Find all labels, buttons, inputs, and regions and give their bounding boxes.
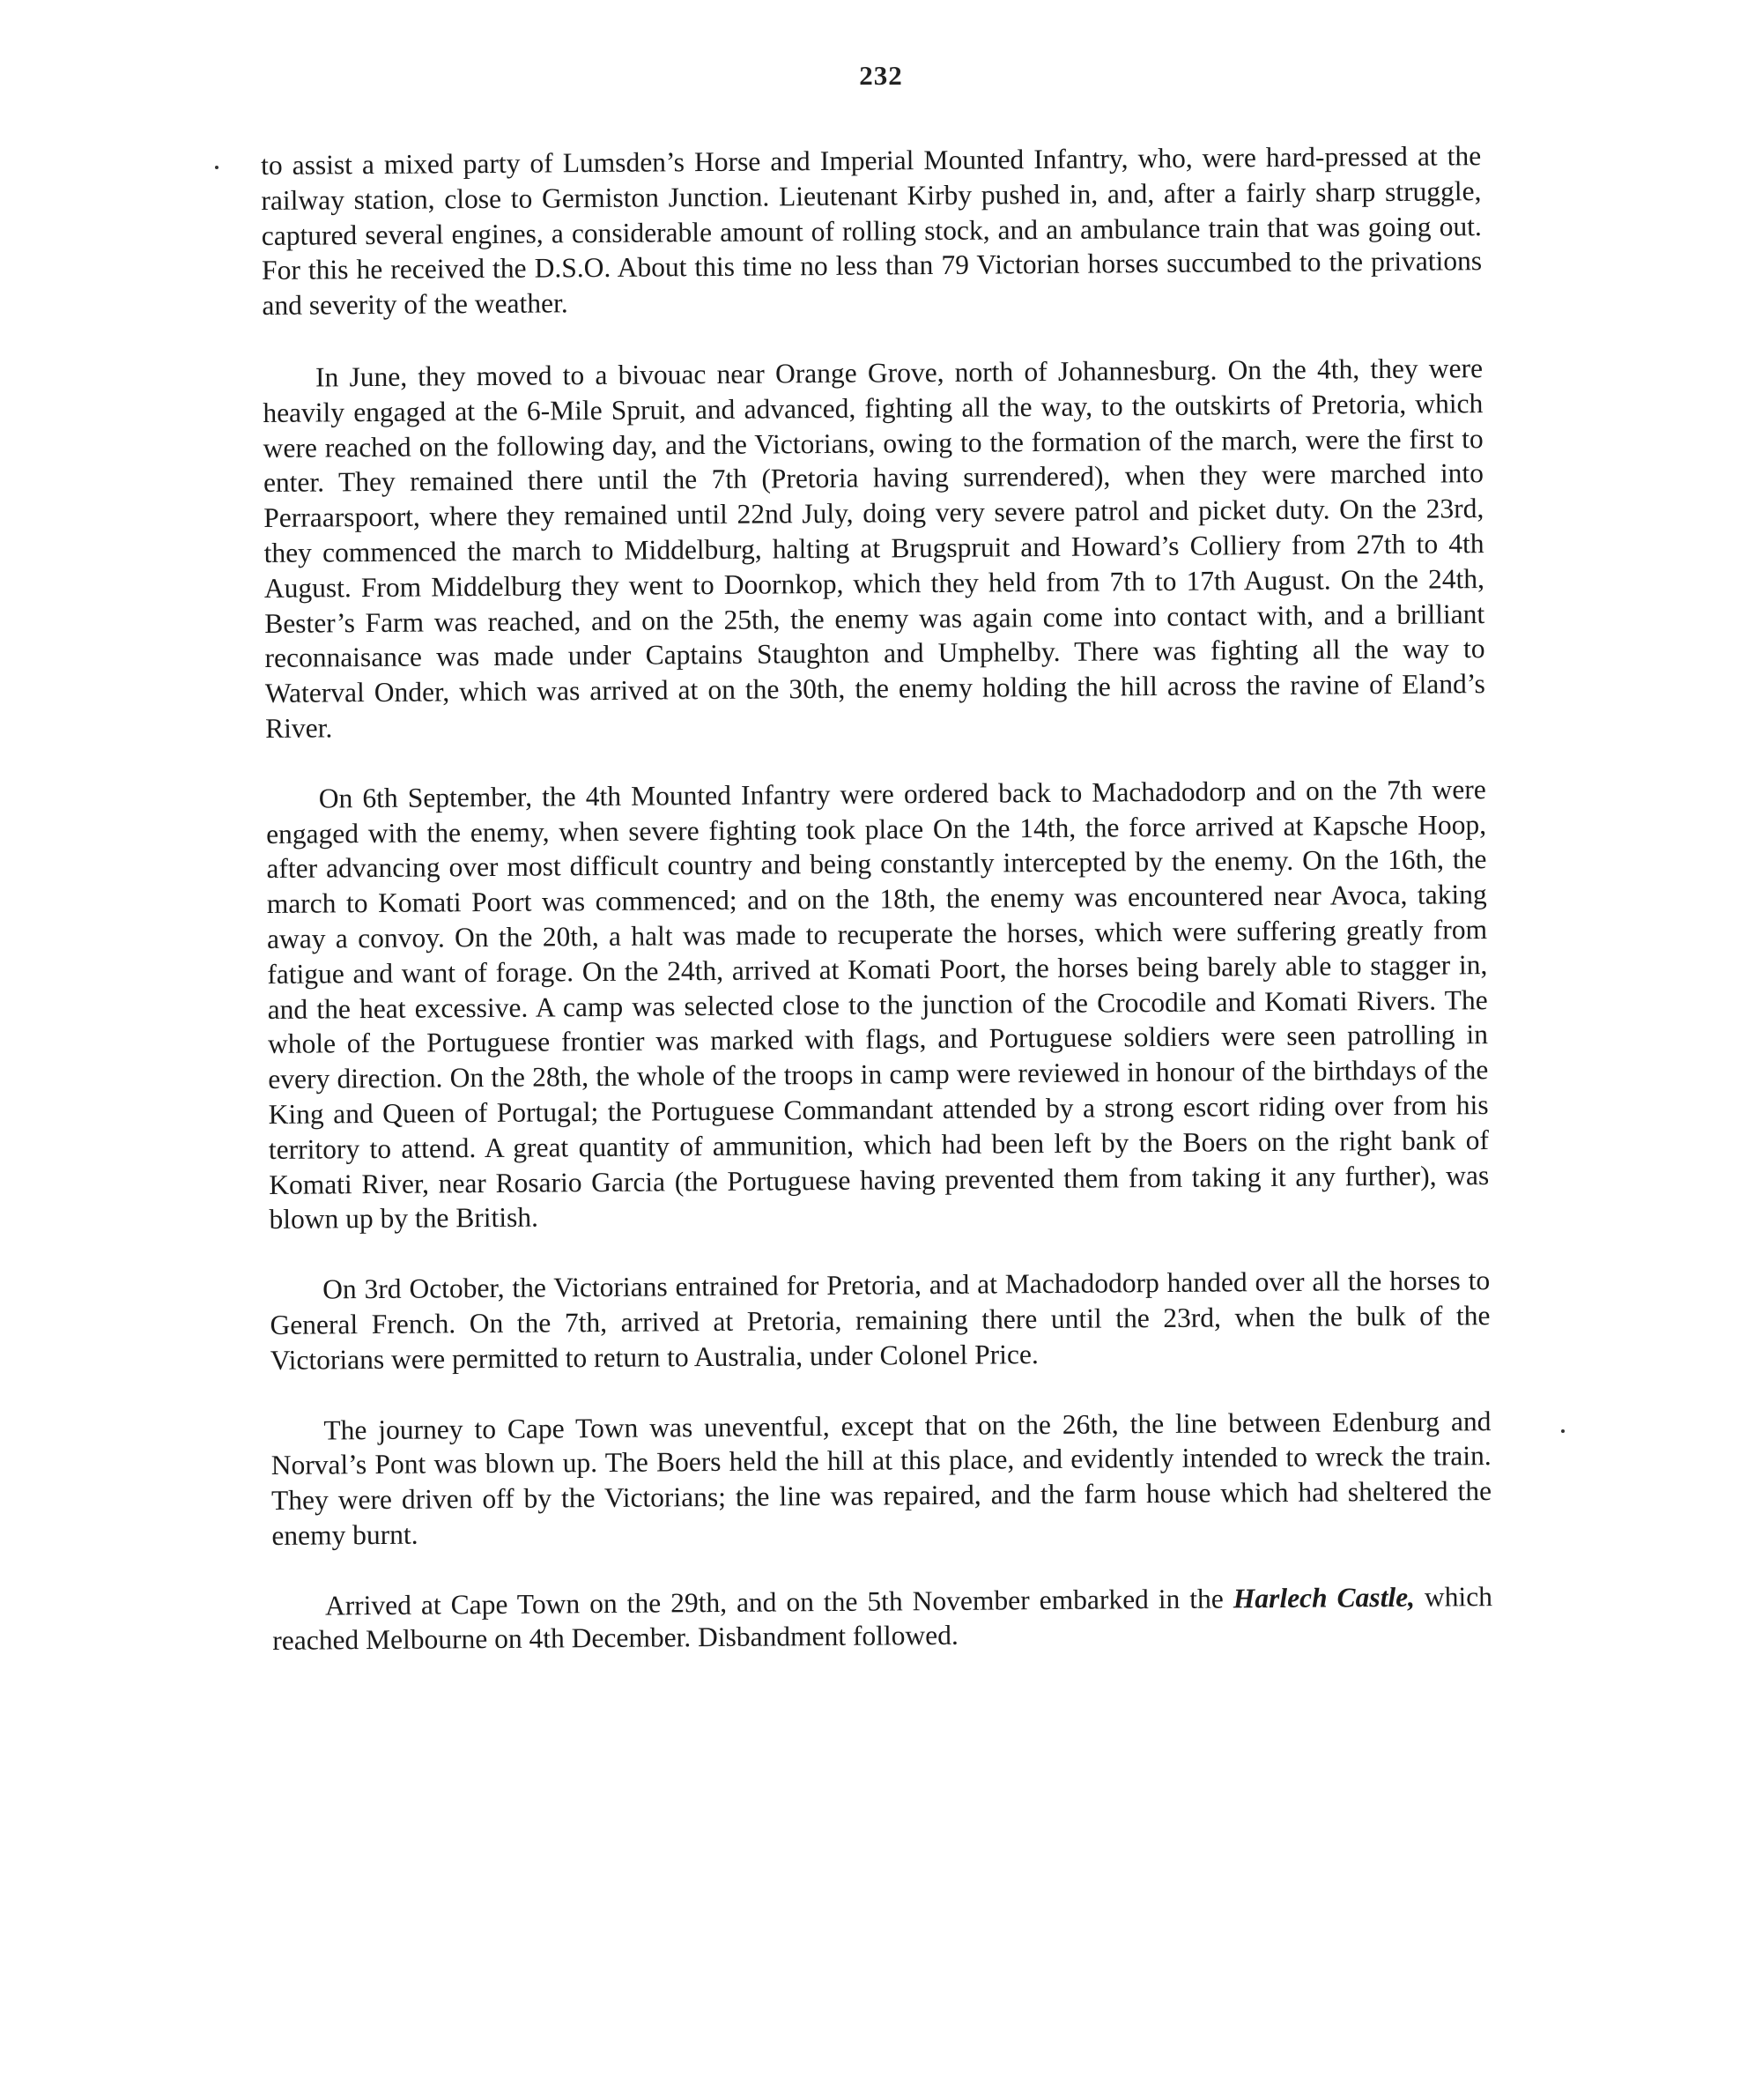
embarkation-text-before: Arrived at Cape Town on the 29th, and on the 5th November embarked in the bbox=[324, 1583, 1233, 1621]
paragraph-september-komati-poort: On 6th September, the 4th Mounted Infantry were ordered back to Machadodorp and on the 7th were engaged with the enemy, when severe fighting took place On the 14th, the force arrived at Kapsche Hoop, after advancing over most difficult country and being constantly intercepted by the enemy. On the 16th, the march to Komati Poort was commenced; and on the 18th, the enemy was encountered near Avoca, taking away a convoy. On the 20th, a halt was made to recuperate the horses, which were suffering greatly from fatigue and want of forage. On the 24th, arrived at Komati Poort, the horses being barely able to stagger in, and the heat excessive. A camp was selected close to the junction of the Crocodile and Komati Rivers. The whole of the Portuguese frontier was marked with flags, and Portuguese soldiers were seen patrolling in every direction. On the 28th, the whole of the troops in camp were reviewed in honour of the birthdays of the King and Queen of Portugal; the Portuguese Commandant attended by a strong escort riding over from his territory to attend. A great quantity of ammunition, which had been left by the Boers on the right bank of Komati River, near Rosario Garcia (the Portuguese having prevented them from taking it any further), was blown up by the British. bbox=[265, 773, 1490, 1236]
paragraph-october-pretoria: On 3rd October, the Victorians entrained for Pretoria, and at Machadodorp handed over all the horses to General French. On the 7th, arrived at Pretoria, remaining there until the 23rd, when the bulk of the Victorians were permitted to return to Australia, under Colonel Price. bbox=[270, 1265, 1491, 1376]
body-text bbox=[261, 138, 1492, 1658]
paragraph-embarkation-disbandment bbox=[272, 1579, 1493, 1658]
scan-speck bbox=[215, 166, 218, 169]
paragraph-june-pretoria: In June, they moved to a bivouac near Orange Grove, north of Johannesburg. On the 4th, they were heavily engaged at the 6-Mile Spruit, and advanced, fighting all the way, to the outskirts of Pretoria, which were reached on the following day, and the Victorians, owing to the formation of the march, were the first to enter. They remained there until the 7th (Pretoria having surrendered), when they were marched into Perraarspoort, where they remained until 22nd July, doing very severe patrol and picket duty. On the 23rd, they commenced the march to Middelburg, halting at Brugspruit and Howard’s Colliery from 27th to 4th August. From Middelburg they went to Doornkop, which they held from 7th to 17th August. On the 24th, Bester’s Farm was reached, and on the 25th, the enemy was again come into contact with, and a brilliant reconnaisance was made under Captains Staughton and Umphelby. There was fighting all the way to Waterval Onder, which was arrived at on the 30th, the enemy holding the hill across the ravine of Eland’s River. bbox=[263, 352, 1485, 744]
paragraph-kirby-germiston: to assist a mixed party of Lumsden’s Horse and Imperial Mounted Infantry, who, were hard-pressed at the railway station, close to Germiston Junction. Lieutenant Kirby pushed in, and, after a fairly sharp struggle, captured several engines, a considerable amount of rolling stock, and an ambulance train that was going out. For this he received the D.S.O. About this time no less than 79 Victorian horses succumbed to the privations and severity of the weather. bbox=[261, 140, 1483, 322]
ship-name: Harlech Castle, bbox=[1233, 1581, 1416, 1614]
paragraph-journey-cape-town: The journey to Cape Town was uneventful, except that on the 26th, the line between Edenburg and Norval’s Pont was blown up. The Boers held the hill at this place, and evidently intended to wreck the train. They were driven off by the Victorians; the line was repaired, and the farm house which had sheltered the enemy burnt. bbox=[270, 1405, 1492, 1551]
scan-speck bbox=[1561, 1429, 1565, 1433]
page-number: 232 bbox=[859, 60, 903, 91]
embarkation-text-after: which reached Melbourne on 4th December. Disbandment followed. bbox=[272, 1580, 1493, 1657]
